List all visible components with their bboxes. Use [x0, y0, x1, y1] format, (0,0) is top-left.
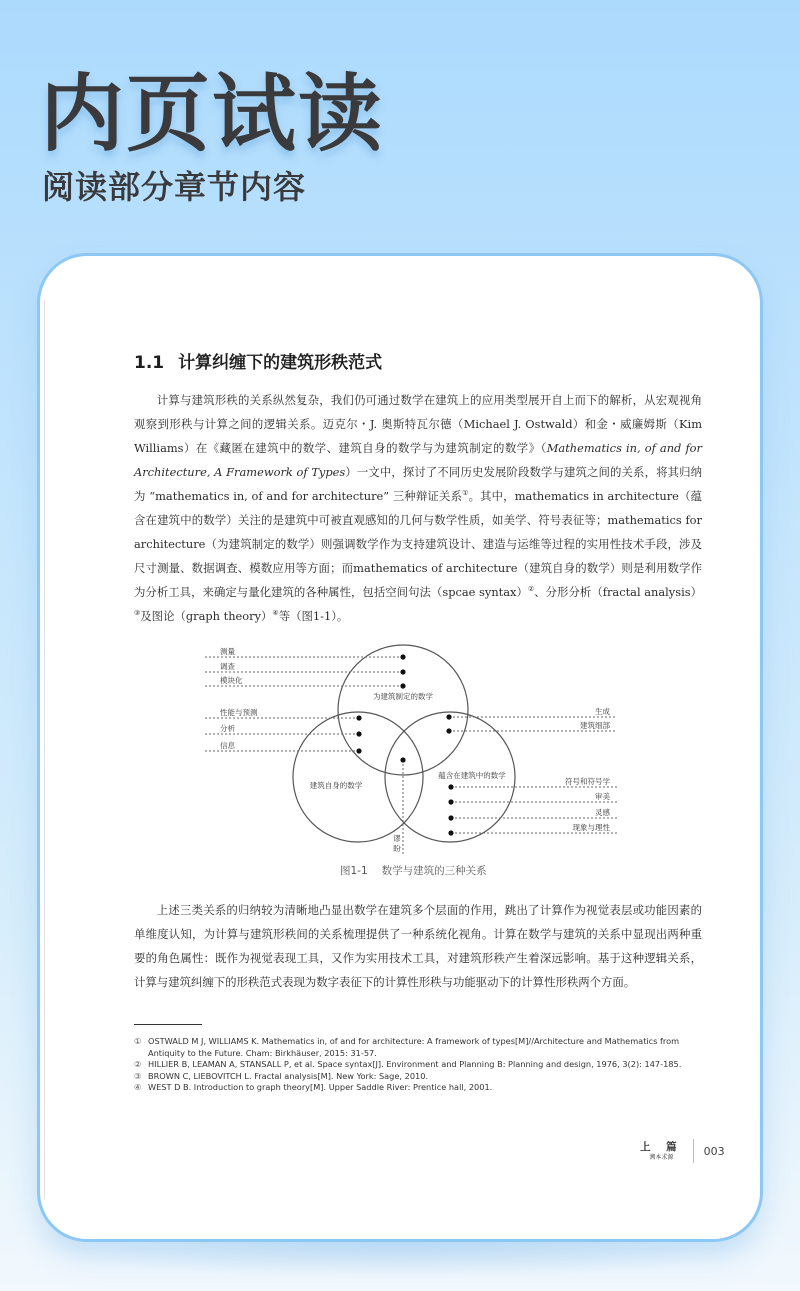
- para1-text-c: 。其中，mathematics in architecture（蕴含在建筑中的数学）关注的是建筑中可被直观感知的几何与数学性质，如美学、符号表征等；mathematics for architecture（为建筑制定的数学）则强调数学作为支持建筑设计、建造与运维等过程的实用性技术手段，涉及尺寸测量、数据调查、模数应用等方面；而mathematics of architecture（建筑自身的数学）则是利用数学作为分析工具，来确定与量化建筑的各种属性，包括空间句法（spcae syntax）: [134, 489, 703, 599]
- page-number: 003: [703, 1144, 725, 1158]
- figure-caption-text: 数学与建筑的三种关系: [381, 865, 487, 877]
- right-label: 灵感: [595, 808, 610, 817]
- left-label: 模块化: [220, 676, 243, 685]
- circle-label-left: 建筑自身的数学: [309, 781, 363, 790]
- part-title: 上 篇: [640, 1140, 683, 1153]
- dot: [448, 784, 453, 789]
- page-edge-line: [44, 300, 45, 1200]
- venn-diagram-figure: [200, 640, 620, 870]
- right-label: 生成: [595, 707, 610, 716]
- para1-text-d: 、分形分析（fractal analysis）: [534, 585, 702, 599]
- para1-text-b: ）一文中，探讨了不同历史发展阶段数学与建筑之间的关系，将其归纳为 “mathematics in, of and for architecture” 三种辩证关系: [134, 465, 702, 503]
- right-label: 建筑细部: [580, 721, 610, 730]
- section-heading: [134, 348, 382, 373]
- footnote-text: HILLIER B, LEAMAN A, STANSALL P, et al. Space syntax[J]. Environment and Planning B: Planning and design, 1976, 3(2): 147-185.: [148, 1059, 682, 1069]
- part-subtitle: 溯本求源: [649, 1153, 674, 1161]
- right-label: 审美: [595, 792, 610, 801]
- footnote-rule: [134, 1024, 202, 1025]
- dot: [448, 799, 453, 804]
- footnote: [134, 1059, 704, 1071]
- para1-italic-title: Mathematics in, of and for Architecture, A Framework of Types: [134, 441, 702, 479]
- right-label: 现象与理性: [572, 823, 610, 832]
- footnote-text: OSTWALD M J, WILLIAMS K. Mathematics in, of and for architecture: A framework of types[M]//Architecture and Mathematics from Antiquity to the Future. Cham: Birkhäuser, 2015: 31-57.: [148, 1036, 680, 1058]
- body-paragraph-1: [134, 388, 702, 628]
- footnote-mark: ③: [134, 1070, 142, 1081]
- footnote: [134, 1036, 704, 1059]
- left-label: 性能与预测: [220, 708, 258, 717]
- left-label: 信息: [220, 741, 235, 750]
- footnote-mark: ④: [134, 1082, 142, 1092]
- bottom-label-char: 谬: [393, 834, 401, 843]
- bottom-label-char: 盼: [393, 844, 401, 853]
- hero-subtitle: 阅读部分章节内容: [42, 168, 307, 206]
- footnote-ref-4[interactable]: ④: [272, 609, 279, 618]
- footnote-ref-3[interactable]: ③: [134, 609, 141, 618]
- dot: [400, 654, 405, 659]
- circle-for-architecture: [338, 645, 468, 775]
- footnote-ref-2[interactable]: ②: [527, 585, 535, 594]
- circle-label-right: 蕴含在建筑中的数学: [438, 771, 506, 780]
- footnote-text: BROWN C, LIEBOVITCH L. Fractal analysis[M]. New York: Sage, 2010.: [148, 1070, 429, 1081]
- left-label: 分析: [220, 724, 235, 733]
- para1-text-e: 及图论（graph theory）: [140, 609, 273, 623]
- section-number: 1.1: [134, 353, 165, 373]
- footnote-text: WEST D B. Introduction to graph theory[M]. Upper Saddle River: Prentice hall, 2001.: [148, 1082, 493, 1092]
- left-label: 调查: [220, 662, 235, 671]
- para1-text-a: 计算与建筑形秩的关系纵然复杂，我们仍可通过数学在建筑上的应用类型展开自上而下的解析，从宏观视角观察到形秩与计算之间的逻辑关系。迈克尔・J. 奥斯特瓦尔德（Michael J. Ostwald）和金・威廉姆斯（Kim Williams）在《藏匿在建筑中的数学、建筑自身的数学与为建筑制定的数学》（: [134, 393, 702, 455]
- footnote-mark: ②: [134, 1059, 142, 1069]
- footnote-mark: ①: [134, 1036, 142, 1046]
- left-label: 测量: [220, 647, 235, 656]
- dot: [400, 683, 405, 688]
- footnotes: [134, 1036, 704, 1094]
- figure-number: 图1-1: [340, 865, 368, 877]
- para1-text-f: 等（图1-1）。: [278, 609, 349, 623]
- dot: [356, 715, 361, 720]
- hero-title: 内页试读: [40, 65, 385, 163]
- footnote: [134, 1082, 704, 1094]
- page-folio: [640, 1139, 725, 1163]
- dot: [400, 669, 405, 674]
- dot: [356, 731, 361, 736]
- footnote: [134, 1071, 704, 1083]
- figure-caption: [340, 863, 487, 878]
- footnote-ref-1[interactable]: ①: [462, 489, 469, 498]
- part-label: [640, 1141, 683, 1162]
- body-paragraph-2: 上述三类关系的归纳较为清晰地凸显出数学在建筑多个层面的作用，跳出了计算作为视觉表层或功能因素的单维度认知，为计算与建筑形秩间的关系梳理提供了一种系统化视角。计算在数学与建筑的关系中显现出两种重要的角色属性：既作为视觉表现工具，又作为实用技术工具，对建筑形秩产生着深远影响。基于这种逻辑关系，计算与建筑纠缠下的形秩范式表现为数字表征下的计算性形秩与功能驱动下的计算性形秩两个方面。: [134, 903, 702, 989]
- dot: [356, 748, 361, 753]
- right-label: 符号和符号学: [565, 777, 610, 786]
- dot: [446, 728, 451, 733]
- dot: [400, 757, 405, 762]
- section-title: 计算纠缠下的建筑形秩范式: [178, 353, 383, 373]
- dot: [446, 714, 451, 719]
- circle-label-top: 为建筑制定的数学: [373, 692, 433, 701]
- dot: [448, 815, 453, 820]
- folio-divider: [693, 1139, 694, 1163]
- dot: [448, 830, 453, 835]
